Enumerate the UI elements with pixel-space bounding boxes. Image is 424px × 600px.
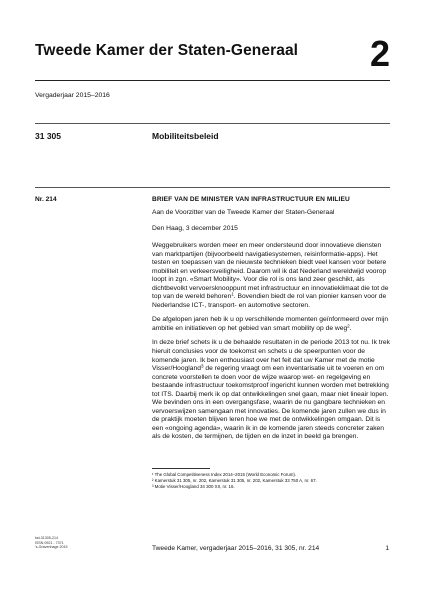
page-footer: Tweede Kamer, vergaderjaar 2015–2016, 31 305, nr. 214 bbox=[152, 545, 320, 552]
footnote-ref-1: 1 bbox=[231, 291, 234, 297]
dossier-rule bbox=[35, 123, 390, 124]
header-rule bbox=[35, 80, 390, 81]
dossier-title: Mobiliteitsbeleid bbox=[152, 131, 219, 141]
kst-id: kst-31305-214 bbox=[35, 536, 58, 540]
letter-title: BRIEF VAN DE MINISTER VAN INFRASTRUCTUUR EN MILIEU bbox=[152, 196, 350, 203]
issn: ISSN 0921 - 7371 bbox=[35, 540, 64, 545]
letter-rule bbox=[35, 187, 390, 188]
document-part-number: 2 bbox=[369, 33, 390, 74]
footnotes bbox=[152, 472, 392, 490]
paragraph-2: De afgelopen jaren heb ik u op verschillende momenten geïnformeerd over mijn ambitie en initiatieven op het gebied van smart mobility op de weg$^2$. bbox=[152, 316, 389, 332]
vergaderjaar-label: Vergaderjaar 2015–2016 bbox=[35, 92, 110, 99]
publication-metadata bbox=[35, 536, 67, 550]
publication-place: 's-Gravenhage 2015 bbox=[35, 545, 68, 550]
footnote-ref-3: 3 bbox=[200, 363, 204, 369]
footnote-3: ³ Motie Visser/Hoogland 34 300 XII, nr. 16. bbox=[152, 484, 235, 490]
letter-salutation: Aan de Voorzitter van de Tweede Kamer der Staten-Generaal bbox=[152, 209, 335, 216]
paragraph-1: Weggebruikers worden meer en meer ondersteund door innovatieve diensten van marktpartijen (bijvoorbeeld navigatiesystemen, reisinformatie-apps). Het testen en toepassen van de nieuwste technieken biedt veel kansen voor betere mobiliteit en verkeersveiligheid. Daarom wil ik dat Nederland wereldwijd voorop loopt in zgn. «Smart Mobility». Voor die rol is ons land zeer geschikt, als dichtbevolkt vervoersknooppunt met infrastructuur en innovatieklimaat die tot de top van de wereld behoren$^1$. Bovendien biedt de rol van pionier kansen voor de Nederlandse ICT-, transport- en automotive sectoren. bbox=[152, 242, 389, 309]
footnote-2: ² Kamerstuk 31 305, nr. 202, Kamerstuk 31 305, nr. 202, Kamerstuk 33 750 A, nr. 67. bbox=[152, 478, 317, 484]
letter-date: Den Haag, 3 december 2015 bbox=[152, 225, 238, 232]
paragraph-3: In deze brief schets ik u de behaalde resultaten in de periode 2013 tot nu. Ik trek hieruit conclusies voor de toekomst en schets u de speerpunten voor de komende jaren. Ik ben enthousiast over het feit dat uw Kamer met de motie Visser/Hoogland$^3$ de regering vraagt om een inventarisatie uit te voeren en om concrete voorstellen te doen voor de wijze waarop wet- en regelgeving en bestaande infrastructuur toekomstproof ingericht kunnen worden met betrekking tot ITS. Daarbij merk ik op dat ontwikkelingen snel gaan, maar niet lineair lopen. We bevinden ons in een overgangsfase, waarin de nu gangbare technieken en vervoerswijzen samengaan met innovaties. De komende jaren zullen we dus in de praktijk moeten blijven leren hoe we met de ontwikkelingen omgaan. Dit is een «ongoing agenda», waarin ik in de komende jaren steeds concreter zaken als de kosten, de termijnen, de tijden en de inzet in beeld ga brengen. bbox=[152, 339, 390, 441]
letter-body bbox=[152, 242, 392, 448]
dossier-number: 31 305 bbox=[35, 131, 61, 141]
footnote-rule bbox=[152, 468, 210, 469]
letter-number: Nr. 214 bbox=[35, 196, 57, 203]
page-number: 1 bbox=[385, 545, 389, 552]
footnote-1: ¹ The Global Competitiveness Index 2014–2015 (World Economic Forum). bbox=[152, 472, 297, 477]
document-title: Tweede Kamer der Staten-Generaal bbox=[35, 42, 299, 59]
footnote-ref-2: 2 bbox=[347, 323, 350, 329]
